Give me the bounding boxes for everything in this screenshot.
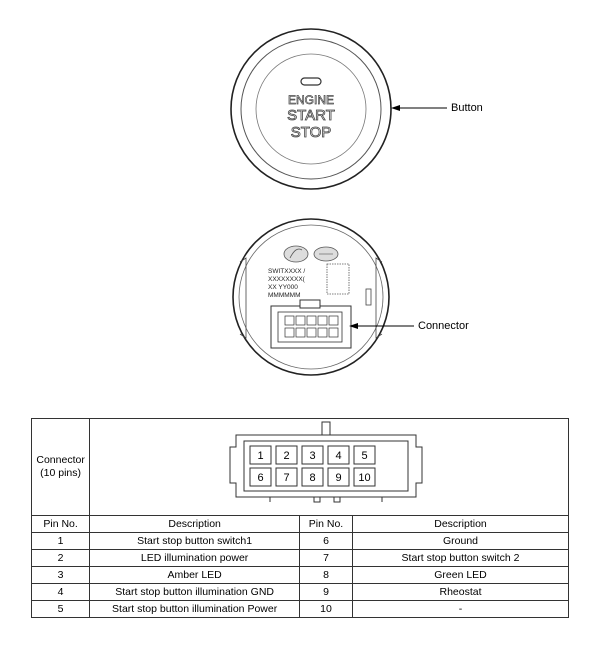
pin-number-label: 5 [361, 450, 368, 462]
pin-number: 4 [32, 584, 90, 601]
rear-label-line-3: XX YY000 [268, 284, 298, 291]
pin-number: 6 [300, 533, 353, 550]
pin-description: Start stop button illumination GND [90, 584, 300, 601]
pin-description: Start stop button switch1 [90, 533, 300, 550]
pin-number-label: 3 [309, 450, 316, 462]
header-description-right: Description [353, 516, 569, 533]
connector-pinout-diagram [90, 419, 566, 515]
pin-number-label: 8 [309, 472, 316, 484]
table-row [32, 601, 569, 618]
table-row [32, 533, 569, 550]
connector-body [278, 312, 342, 342]
pin-description: Start stop button illumination Power [90, 601, 300, 618]
rear-label-line-2: XXXXXXXX( [268, 276, 305, 283]
connector-tab [300, 300, 320, 308]
pin-number: 3 [32, 567, 90, 584]
table-row [32, 584, 569, 601]
pin-description: Rheostat [353, 584, 569, 601]
pin-number: 10 [300, 601, 353, 618]
pin-number-label: 4 [335, 450, 342, 462]
pin-number-label: 9 [335, 472, 342, 484]
header-pin-no-right: Pin No. [300, 516, 353, 533]
pin-number-label: 2 [283, 450, 290, 462]
rear-label-line-1: SWITXXXX / [268, 268, 306, 275]
pin-description: Ground [353, 533, 569, 550]
connector-diagram-row [32, 419, 569, 516]
pin-description: Start stop button switch 2 [353, 550, 569, 567]
pin-number-label: 10 [358, 472, 371, 484]
pin-number-label: 1 [257, 450, 264, 462]
pin-number: 7 [300, 550, 353, 567]
pin-description: Green LED [353, 567, 569, 584]
rear-label-sticker [327, 264, 349, 294]
table-row [32, 567, 569, 584]
hyundai-logo-icon [284, 246, 308, 262]
button-callout-arrowhead [391, 105, 400, 111]
pin-number-label: 6 [257, 472, 264, 484]
legend-start: START [287, 107, 335, 124]
pin-number: 9 [300, 584, 353, 601]
pin-number-label: 7 [283, 472, 290, 484]
pin-number: 1 [32, 533, 90, 550]
connector-diagram-cell [90, 419, 569, 516]
pin-description: LED illumination power [90, 550, 300, 567]
connector-pin-table [31, 418, 569, 618]
rear-label-line-4: MMMMMM [268, 292, 301, 299]
table-header-row [32, 516, 569, 533]
connector-pin-boxes [250, 446, 375, 486]
table-row [32, 550, 569, 567]
indicator-led [301, 78, 321, 85]
pin-number: 5 [32, 601, 90, 618]
legend-stop: STOP [290, 124, 332, 141]
pin-number: 8 [300, 567, 353, 584]
pin-number: 2 [32, 550, 90, 567]
connector-callout-label: Connector [418, 320, 469, 332]
legend-engine: ENGINE [287, 93, 335, 107]
pin-description: - [353, 601, 569, 618]
header-pin-no-left: Pin No. [32, 516, 90, 533]
header-description-left: Description [90, 516, 300, 533]
connector-name-cell [32, 419, 90, 516]
button-callout-label: Button [451, 102, 483, 114]
button-front-view [0, 0, 600, 200]
button-rear-view [0, 210, 600, 400]
pin-description: Amber LED [90, 567, 300, 584]
connector-name-label: Connector (10 pins) [36, 454, 85, 479]
